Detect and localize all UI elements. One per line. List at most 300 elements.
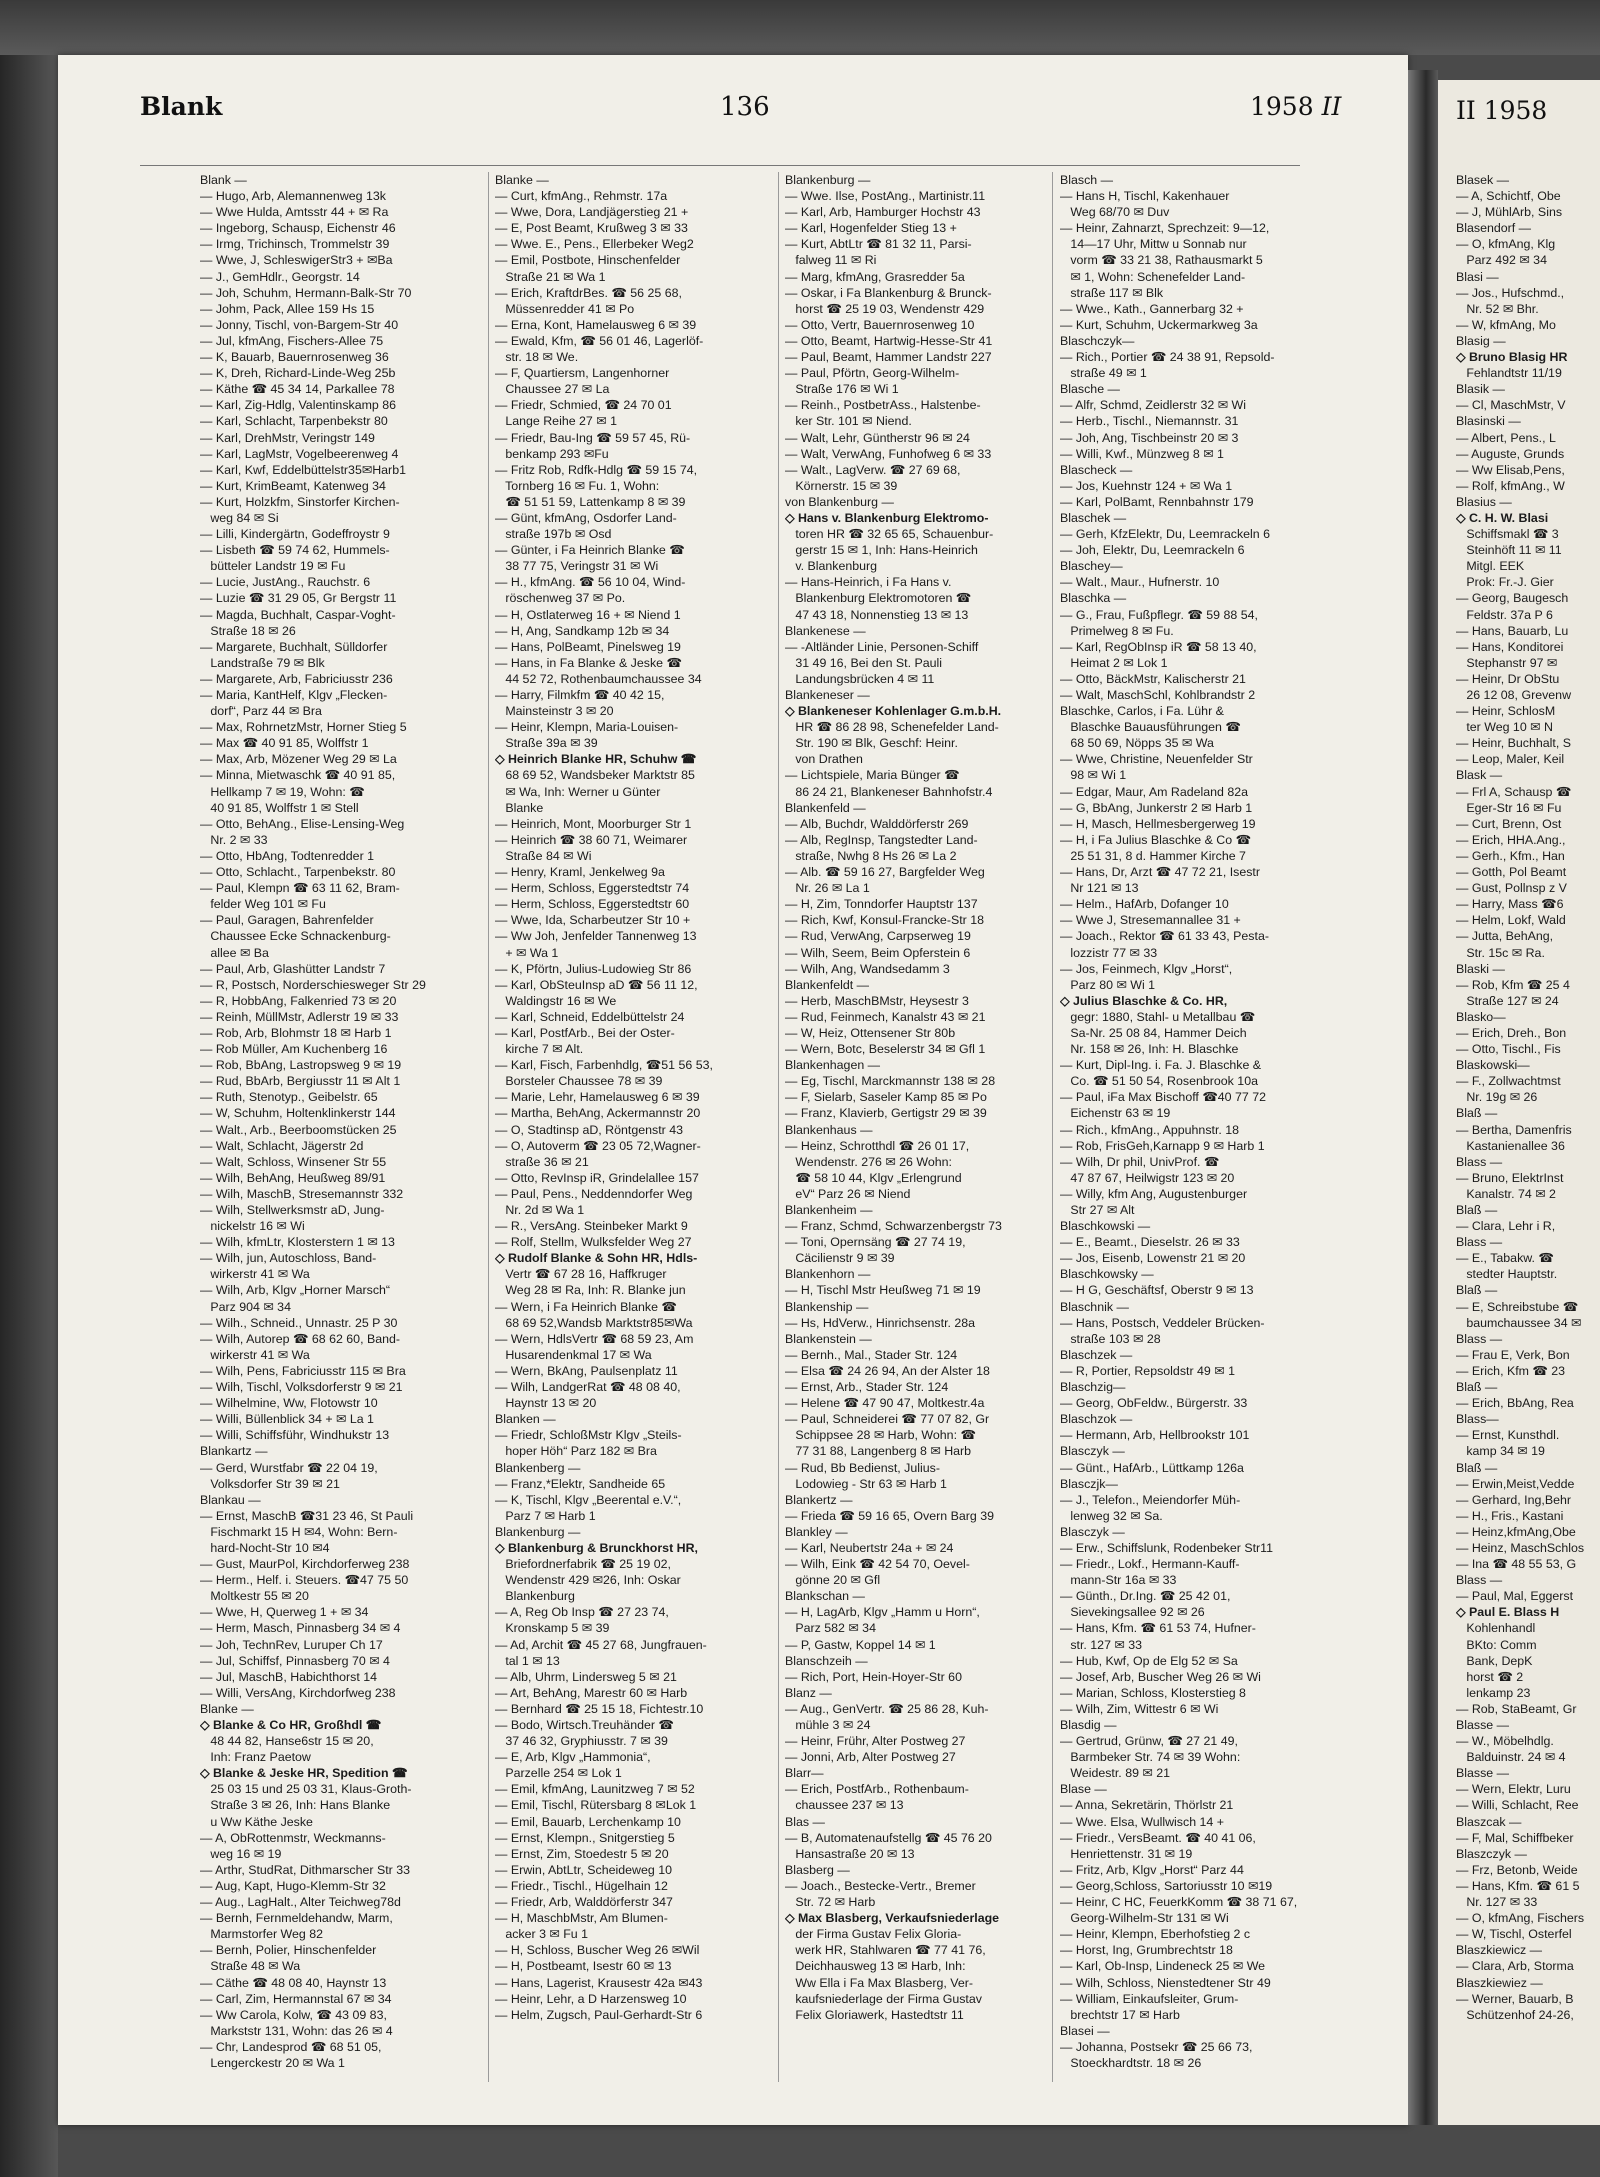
directory-entry: ☎ 51 51 59, Lattenkamp 8 ✉ 39 xyxy=(495,494,686,509)
directory-entry: — Willi, Schiffsführ, Windhukstr 13 xyxy=(200,1428,390,1443)
directory-entry: Georg-Wilhelm-Str 131 ✉ Wi xyxy=(1060,1911,1229,1926)
surname-heading: Blankau — xyxy=(200,1492,261,1507)
surname-heading: von Blankenburg — xyxy=(785,494,894,509)
directory-entry: Nr. 52 ✉ Bhr. xyxy=(1456,301,1539,316)
directory-entry: — Karl, Schneid, Eddelbüttelstr 24 xyxy=(495,1009,685,1024)
directory-entry: — Wwe, H, Querweg 1 + ✉ 34 xyxy=(200,1605,369,1620)
directory-entry: 38 77 75, Veringstr 31 ✉ Wi xyxy=(495,559,659,574)
directory-entry: — Bruno, ElektrInst xyxy=(1456,1170,1564,1185)
directory-entry: — Hans, Kfm. ☎ 61 53 74, Hufner- xyxy=(1060,1621,1256,1636)
directory-entry: — Emil, Bauarb, Lerchenkamp 10 xyxy=(495,1814,681,1829)
directory-entry: — Hans, in Fa Blanke & Jeske ☎ xyxy=(495,655,682,670)
directory-entry: ✉ Wa, Inh: Werner u Günter xyxy=(495,784,661,799)
directory-entry: Parz 582 ✉ 34 xyxy=(785,1621,876,1636)
directory-entry: — Friedr, Bau-Ing ☎ 59 57 45, Rü- xyxy=(495,430,691,445)
surname-heading: Blankeneser — xyxy=(785,688,870,702)
surname-heading: Blankschan — xyxy=(785,1589,865,1604)
directory-entry: Nr 121 ✉ 13 xyxy=(1060,881,1139,896)
directory-entry: Eger-Str 16 ✉ Fu xyxy=(1456,800,1562,815)
facing-page-head: II 1958 xyxy=(1456,96,1548,125)
directory-entry: — Hans, Bauarb, Lu xyxy=(1456,623,1569,638)
directory-entry: — Paul, Garagen, Bahrenfelder xyxy=(200,913,374,928)
directory-entry: Henriettenstr. 31 ✉ 19 xyxy=(1060,1846,1193,1861)
directory-entry: — Wilh, kfmLtr, Klosterstern 1 ✉ 13 xyxy=(200,1235,395,1250)
directory-entry: — William, Einkaufsleiter, Grum- xyxy=(1060,1991,1239,2006)
header-rule xyxy=(140,165,1300,166)
directory-entry: — J., Telefon., Meiendorfer Müh- xyxy=(1060,1492,1241,1507)
directory-entry: — Erich, KraftdrBes. ☎ 56 25 68, xyxy=(495,285,682,300)
surname-heading: Blankley — xyxy=(785,1524,848,1539)
facing-page xyxy=(1438,80,1600,2125)
directory-entry: — Heinr, Frühr, Alter Postweg 27 xyxy=(785,1734,966,1749)
entries-column-2 xyxy=(495,172,773,2092)
directory-entry: Nr. 2d ✉ Wa 1 xyxy=(495,1203,585,1217)
directory-entry: — Joh, TechnRev, Luruper Ch 17 xyxy=(200,1637,383,1652)
directory-entry: — Hans H, Tischl, Kakenhauer xyxy=(1060,189,1230,204)
directory-entry: Parz 904 ✉ 34 xyxy=(200,1299,291,1314)
directory-entry: Weidestr. 89 ✉ 21 xyxy=(1060,1766,1171,1781)
directory-entry: 14—17 Uhr, Mittw u Sonnab nur xyxy=(1060,237,1247,252)
directory-entry: — Herb, MaschBMstr, Heysestr 3 xyxy=(785,993,969,1008)
surname-heading: Blanken — xyxy=(495,1412,556,1427)
directory-entry: — Wilh, Arb, Klgv „Horner Marsch“ xyxy=(200,1283,391,1298)
directory-entry: + ✉ Wa 1 xyxy=(495,945,559,960)
directory-entry: baumchaussee 34 ✉ xyxy=(1456,1315,1582,1330)
directory-entry: — Marie, Lehr, Hamelausweg 6 ✉ 39 xyxy=(495,1090,700,1105)
directory-entry: — Herm, Schloss, Eggerstedtstr 60 xyxy=(495,897,690,912)
directory-entry: — Fritz, Arb, Klgv „Horst“ Parz 44 xyxy=(1060,1862,1244,1877)
directory-entry: — Clara, Lehr i R, xyxy=(1456,1219,1556,1234)
directory-entry: — Wwe, J, SchleswigerStr3 + ✉Ba xyxy=(200,253,393,268)
directory-entry: — O, kfmAng, Klg xyxy=(1456,237,1556,252)
directory-entry: Barmbeker Str. 74 ✉ 39 Wohn: xyxy=(1060,1750,1241,1765)
directory-entry: tal 1 ✉ 13 xyxy=(495,1653,560,1668)
directory-entry: — Joh, Elektr, Du, Leemrackeln 6 xyxy=(1060,543,1245,558)
surname-heading: Blass— xyxy=(1456,1412,1499,1427)
directory-entry: — K, Tischl, Klgv „Beerental e.V.“, xyxy=(495,1492,682,1507)
directory-entry: — Johm, Pack, Allee 159 Hs 15 xyxy=(200,301,375,316)
directory-entry: — Hans, Konditorei xyxy=(1456,639,1564,654)
directory-entry: Straße 3 ✉ 26, Inh: Hans Blanke xyxy=(200,1798,391,1813)
directory-entry: — Lilli, Kindergärtn, Godeffroystr 9 xyxy=(200,527,390,542)
surname-heading: Blasche — xyxy=(1060,382,1120,397)
directory-entry: — Kurt, Schuhm, Uckermarkweg 3a xyxy=(1060,317,1258,332)
directory-entry: — W., Möbelhdlg. xyxy=(1456,1734,1554,1749)
directory-entry: — Wwe. Ilse, PostAng., Martinistr.11 xyxy=(785,189,986,204)
directory-entry: — Willi, Kwf., Münzweg 8 ✉ 1 xyxy=(1060,446,1224,461)
directory-entry: — Jul, MaschB, Habichthorst 14 xyxy=(200,1669,377,1684)
directory-entry: Kastanienallee 36 xyxy=(1456,1138,1565,1153)
directory-entry: — Hans, Postsch, Veddeler Brücken- xyxy=(1060,1315,1265,1330)
directory-entry: — Joh, Schuhm, Hermann-Balk-Str 70 xyxy=(200,285,412,300)
directory-entry: Straße 18 ✉ 26 xyxy=(200,623,296,638)
entries-column-4 xyxy=(1060,172,1338,2092)
directory-entry: — Curt, kfmAng., Rehmstr. 17a xyxy=(495,189,668,204)
directory-entry: — W, kfmAng, Mo xyxy=(1456,317,1556,332)
directory-entry: Mainsteinstr 3 ✉ 20 xyxy=(495,704,614,719)
directory-entry: — Josef, Arb, Buscher Weg 26 ✉ Wi xyxy=(1060,1669,1261,1684)
directory-entry: gegr: 1880, Stahl- u Metallbau ☎ xyxy=(1060,1009,1256,1024)
directory-entry: horst ☎ 2 xyxy=(1456,1669,1524,1684)
directory-entry: — Alb, RegInsp, Tangstedter Land- xyxy=(785,832,978,847)
directory-entry: Nr. 127 ✉ 33 xyxy=(1456,1895,1538,1910)
directory-entry: — Heinr, Lehr, a D Harzensweg 10 xyxy=(495,1991,687,2006)
directory-entry: — Kurt, Dipl-Ing. i. Fa. J. Blaschke & xyxy=(1060,1058,1262,1073)
directory-entry: — Otto, Beamt, Hartwig-Hesse-Str 41 xyxy=(785,333,993,348)
directory-entry: — Wilh, MaschB, Stresemannstr 332 xyxy=(200,1186,404,1201)
surname-heading: Blaschnik — xyxy=(1060,1299,1129,1314)
directory-entry: u Ww Käthe Jeske xyxy=(200,1814,313,1829)
directory-entry: toren HR ☎ 32 65 65, Schauenbur- xyxy=(785,527,994,542)
directory-entry: — Kurt, Holzkfm, Sinstorfer Kirchen- xyxy=(200,494,400,509)
directory-entry: — Gerh., Kfm., Han xyxy=(1456,848,1565,863)
directory-entry: 68 69 52,Wandsb Marktstr85✉Wa xyxy=(495,1315,693,1330)
directory-entry: — Auguste, Grunds xyxy=(1456,446,1565,461)
running-head-keyword: Blank xyxy=(140,92,223,121)
directory-entry: — Joh, Ang, Tischbeinstr 20 ✉ 3 xyxy=(1060,430,1239,445)
directory-entry: — Hans, Lagerist, Krausestr 42a ✉43 xyxy=(495,1975,703,1990)
directory-entry: Waldingstr 16 ✉ We xyxy=(495,993,617,1008)
directory-entry: lenweg 32 ✉ Sa. xyxy=(1060,1508,1163,1523)
directory-entry: — Herb., Tischl., Niemannstr. 31 xyxy=(1060,414,1239,429)
directory-entry: — J, MühlArb, Sins xyxy=(1456,205,1563,220)
directory-entry: — Georg, ObFeldw., Bürgerstr. 33 xyxy=(1060,1396,1248,1411)
surname-heading: Blankenese — xyxy=(785,623,866,638)
directory-entry: — Emil, Tischl, Rütersbarg 8 ✉Lok 1 xyxy=(495,1798,697,1813)
directory-entry: — Ewald, Kfm, ☎ 56 01 46, Lagerlöf- xyxy=(495,333,704,348)
directory-entry: — Bernh, Polier, Hinschenfelder xyxy=(200,1943,377,1958)
surname-heading: Blasei — xyxy=(1060,2023,1110,2038)
directory-entry: — E., Beamt., Dieselstr. 26 ✉ 33 xyxy=(1060,1235,1240,1250)
directory-entry: felder Weg 101 ✉ Fu xyxy=(200,897,326,912)
directory-entry: gönne 20 ✉ Gfl xyxy=(785,1573,881,1588)
directory-entry: kamp 34 ✉ 19 xyxy=(1456,1444,1545,1459)
directory-entry: — Friedr, Arb, Walddörferstr 347 xyxy=(495,1895,673,1910)
directory-entry: — Gust, Pollnsp z V xyxy=(1456,881,1567,896)
surname-heading: Blaschkowsky — xyxy=(1060,1267,1154,1282)
directory-entry: — Erich, HHA.Ang., xyxy=(1456,832,1566,847)
directory-entry: — Wilh, Seem, Beim Opferstein 6 xyxy=(785,945,971,960)
directory-entry: — Walt., Arb., Beerboomstücken 25 xyxy=(200,1122,397,1137)
directory-entry: Wendenstr 429 ✉26, Inh: Oskar xyxy=(495,1573,681,1588)
directory-entry: mann-Str 16a ✉ 33 xyxy=(1060,1573,1177,1588)
directory-entry: — Friedr., Tischl., Hügelhain 12 xyxy=(495,1878,668,1893)
directory-entry: Weg 68/70 ✉ Duv xyxy=(1060,205,1170,220)
surname-heading: Blaß — xyxy=(1456,1203,1498,1217)
directory-entry: — Ernst, Kunsthdl. xyxy=(1456,1428,1560,1443)
directory-entry: Straße 176 ✉ Wi 1 xyxy=(785,382,899,397)
surname-heading: Blascheck — xyxy=(1060,462,1133,477)
directory-entry: — Rob, StaBeamt, Gr xyxy=(1456,1701,1577,1716)
directory-entry: 25 03 15 und 25 03 31, Klaus-Groth- xyxy=(200,1782,412,1797)
directory-entry: wirkerstr 41 ✉ Wa xyxy=(200,1347,310,1362)
directory-entry: Parz 492 ✉ 34 xyxy=(1456,253,1547,268)
directory-entry: — H., kfmAng. ☎ 56 10 04, Wind- xyxy=(495,575,686,590)
directory-entry: ter Weg 10 ✉ N xyxy=(1456,720,1553,735)
directory-entry: — Jonni, Arb, Alter Postweg 27 xyxy=(785,1750,956,1765)
directory-entry: — Karl, Ob-Insp, Lindeneck 25 ✉ We xyxy=(1060,1959,1266,1974)
directory-entry: — Heinz,kfmAng,Obe xyxy=(1456,1524,1576,1539)
directory-entry: — Heinz, Schrotthdl ☎ 26 01 17, xyxy=(785,1138,970,1153)
surname-heading: Blasczjk— xyxy=(1060,1476,1118,1491)
directory-entry: — Paul, Beamt, Hammer Landstr 227 xyxy=(785,350,992,365)
surname-heading: Blaß — xyxy=(1456,1460,1498,1475)
directory-entry: — Gertrud, Grünw, ☎ 27 21 49, xyxy=(1060,1734,1238,1749)
directory-entry: — Albert, Pens., L xyxy=(1456,430,1556,445)
directory-entry: — Wwe J, Stresemannallee 31 + xyxy=(1060,913,1241,928)
volume-label: II xyxy=(1321,92,1342,121)
directory-entry: — Wilh, LandgerRat ☎ 48 08 40, xyxy=(495,1380,681,1395)
directory-entry: Ww Ella i Fa Max Blasberg, Ver- xyxy=(785,1975,973,1990)
directory-entry: — Alb. ☎ 59 16 27, Bargfelder Weg xyxy=(785,865,985,880)
directory-entry: — Heinr, Buchhalt, S xyxy=(1456,736,1572,751)
directory-entry: — Rich, Kwf, Konsul-Francke-Str 18 xyxy=(785,913,985,928)
directory-entry: — Wern, HdlsVertr ☎ 68 59 23, Am xyxy=(495,1331,694,1346)
directory-entry: — Karl, Zig-Hdlg, Valentinskamp 86 xyxy=(200,398,397,413)
directory-entry: — H, MaschbMstr, Am Blumen- xyxy=(495,1911,668,1926)
surname-heading: Blasinski — xyxy=(1456,414,1521,429)
directory-entry: — Harry, Mass ☎6 xyxy=(1456,897,1564,912)
directory-entry: — Karl, PostfArb., Bei der Oster- xyxy=(495,1025,675,1040)
directory-entry: Körnerstr. 15 ✉ 39 xyxy=(785,478,898,493)
surname-heading: Blankenburg — xyxy=(785,173,871,187)
directory-entry: — A, ObRottenmstr, Weckmanns- xyxy=(200,1830,386,1845)
directory-entry: Felix Gloriawerk, Hastedtstr 11 xyxy=(785,2007,964,2022)
directory-entry: ◇ Heinrich Blanke HR, Schuhw ☎ xyxy=(495,752,697,767)
surname-heading: Blasko— xyxy=(1456,1009,1506,1024)
directory-entry: — Karl, Kwf, Eddelbüttelstr35✉Harb1 xyxy=(200,462,406,477)
directory-entry: — Rob, Arb, Blohmstr 18 ✉ Harb 1 xyxy=(200,1025,392,1040)
directory-entry: — Wilh, Eink ☎ 42 54 70, Oevel- xyxy=(785,1557,970,1572)
directory-entry: Blaschke Bauausführungen ☎ xyxy=(1060,720,1241,735)
directory-entry: 68 69 52, Wandsbeker Marktstr 85 xyxy=(495,768,695,783)
directory-entry: — J., GemHdlr., Georgstr. 14 xyxy=(200,269,360,284)
surname-heading: Blankenhorn — xyxy=(785,1267,871,1282)
directory-entry: — Wwe, Christine, Neuenfelder Str xyxy=(1060,752,1253,767)
directory-entry: — Hub, Kwf, Op de Elg 52 ✉ Sa xyxy=(1060,1653,1238,1668)
directory-entry: weg 16 ✉ 19 xyxy=(200,1846,282,1861)
directory-entry: — F., Zollwachtmst xyxy=(1456,1074,1561,1089)
directory-entry: — Magda, Buchhalt, Caspar-Voght- xyxy=(200,607,396,622)
directory-entry: — Karl, DrehMstr, Veringstr 149 xyxy=(200,430,375,445)
directory-entry: ◇ Paul E. Blass H xyxy=(1456,1605,1560,1620)
directory-entry: Deichhausweg 13 ✉ Harb, Inh: xyxy=(785,1959,966,1974)
surname-heading: Blass — xyxy=(1456,1331,1503,1346)
directory-entry: — Helene ☎ 47 90 47, Moltkestr.4a xyxy=(785,1396,985,1411)
directory-entry: — Ww Joh, Jenfelder Tannenweg 13 xyxy=(495,929,697,944)
directory-entry: — Rud, Bb Bedienst, Julius- xyxy=(785,1460,940,1475)
directory-entry: — Willy, kfm Ang, Augustenburger xyxy=(1060,1186,1248,1201)
directory-entry: acker 3 ✉ Fu 1 xyxy=(495,1927,589,1942)
directory-entry: — Erw., Schiffslunk, Rodenbeker Str11 xyxy=(1060,1540,1274,1555)
directory-entry: — Heinr, SchlosM xyxy=(1456,704,1556,719)
directory-entry: — F, Quartiersm, Langenhorner xyxy=(495,366,670,381)
directory-entry: — Cl, MaschMstr, V xyxy=(1456,398,1566,413)
directory-entry: ◇ Hans v. Blankenburg Elektromo- xyxy=(785,510,989,525)
directory-entry: allee ✉ Ba xyxy=(200,945,269,960)
directory-entry: — Wilh, Zim, Wittestr 6 ✉ Wi xyxy=(1060,1701,1219,1716)
directory-entry: — Wilh, Stellwerksmstr aD, Jung- xyxy=(200,1203,385,1217)
directory-entry: Cäcilienstr 9 ✉ 39 xyxy=(785,1251,895,1266)
directory-entry: Stoeckhardtstr. 18 ✉ 26 xyxy=(1060,2055,1202,2070)
directory-entry: ✉ 1, Wohn: Schenefelder Land- xyxy=(1060,269,1246,284)
directory-entry: — Gerd, Wurstfabr ☎ 22 04 19, xyxy=(200,1460,378,1475)
directory-entry: — Rud, VerwAng, Carpserweg 19 xyxy=(785,929,971,944)
directory-entry: — Gerhard, Ing,Behr xyxy=(1456,1492,1572,1507)
directory-entry: — Walt, Schloss, Winsener Str 55 xyxy=(200,1154,387,1169)
directory-entry: — Clara, Arb, Storma xyxy=(1456,1959,1574,1974)
directory-entry: — O, Autoverm ☎ 23 05 72,Wagner- xyxy=(495,1138,701,1153)
directory-entry: ◇ Max Blasberg, Verkaufsniederlage xyxy=(785,1911,1000,1926)
directory-entry: weg 84 ✉ Si xyxy=(200,510,279,525)
directory-entry: — Jutta, BehAng, xyxy=(1456,929,1554,944)
directory-entry: 26 12 08, Grevenw xyxy=(1456,688,1572,702)
surname-heading: Blankenhaus — xyxy=(785,1122,873,1137)
directory-entry: — Karl, Hogenfelder Stieg 13 + xyxy=(785,221,957,236)
directory-entry: — Bertha, Damenfris xyxy=(1456,1122,1572,1137)
directory-entry: — Franz, Schmd, Schwarzenbergstr 73 xyxy=(785,1219,1002,1234)
directory-entry: Parz 80 ✉ Wi 1 xyxy=(1060,977,1156,992)
directory-entry: Bank, DepK xyxy=(1456,1653,1533,1668)
directory-entry: von Drathen xyxy=(785,752,863,767)
directory-entry: Husarendenkmal 17 ✉ Wa xyxy=(495,1347,652,1362)
directory-entry: — Harry, Filmkfm ☎ 40 42 15, xyxy=(495,688,665,702)
directory-entry: kirche 7 ✉ Alt. xyxy=(495,1042,584,1057)
directory-entry: — Wwe., Kath., Gannerbarg 32 + xyxy=(1060,301,1244,316)
surname-heading: Blasig — xyxy=(1456,333,1506,348)
surname-heading: Blaschey— xyxy=(1060,559,1123,574)
directory-entry: — E, Arb, Klgv „Hammonia“, xyxy=(495,1750,651,1765)
directory-entry: — W, Schuhm, Holtenklinkerstr 144 xyxy=(200,1106,396,1121)
directory-entry: Landungsbrücken 4 ✉ 11 xyxy=(785,671,935,686)
surname-heading: Blaskowski— xyxy=(1456,1058,1530,1073)
directory-entry: ◇ Julius Blaschke & Co. HR, xyxy=(1060,993,1228,1008)
directory-entry: Nr. 19g ✉ 26 xyxy=(1456,1090,1538,1105)
directory-entry: — Ina ☎ 48 55 53, G xyxy=(1456,1557,1577,1572)
directory-entry: — Hans-Heinrich, i Fa Hans v. xyxy=(785,575,952,590)
directory-entry: — Wilh., Schneid., Unnastr. 25 P 30 xyxy=(200,1315,398,1330)
directory-entry: Schippsee 28 ✉ Harb, Wohn: ☎ xyxy=(785,1428,976,1443)
directory-entry: — Lichtspiele, Maria Bünger ☎ xyxy=(785,768,960,783)
surname-heading: Blaß — xyxy=(1456,1106,1498,1121)
directory-entry: Str 27 ✉ Alt xyxy=(1060,1203,1135,1217)
directory-entry: Haynstr 13 ✉ 20 xyxy=(495,1396,597,1411)
directory-entry: — Otto, HbAng, Todtenredder 1 xyxy=(200,848,375,863)
directory-entry: — Bernh, Fernmeldehandw, Marm, xyxy=(200,1911,393,1926)
directory-entry: — Rolf, kfmAng., W xyxy=(1456,478,1565,493)
directory-entry: — Hans, PolBeamt, Pinelsweg 19 xyxy=(495,639,681,654)
directory-entry: — Ernst, MaschB ☎31 23 46, St Pauli xyxy=(200,1508,414,1523)
directory-entry: — Erich, Kfm ☎ 23 xyxy=(1456,1363,1566,1378)
directory-entry: BKto: Comm xyxy=(1456,1637,1537,1652)
directory-entry: der Firma Gustav Felix Gloria- xyxy=(785,1927,962,1942)
directory-entry: straße 117 ✉ Blk xyxy=(1060,285,1164,300)
directory-entry: — Karl, Arb, Hamburger Hochstr 43 xyxy=(785,205,981,220)
directory-entry: — Wern, i Fa Heinrich Blanke ☎ xyxy=(495,1299,677,1314)
directory-entry: Chaussee Ecke Schnackenburg- xyxy=(200,929,391,944)
directory-entry: 31 49 16, Bei den St. Pauli xyxy=(785,655,943,670)
directory-entry: dorf“, Parz 44 ✉ Bra xyxy=(200,704,322,719)
entries-column-3 xyxy=(785,172,1063,2092)
directory-entry: — H., Fris., Kastani xyxy=(1456,1508,1564,1523)
surname-heading: Blase — xyxy=(1060,1782,1107,1797)
directory-entry: eV“ Parz 26 ✉ Niend xyxy=(785,1186,911,1201)
directory-entry: — Wwe. Elsa, Wullwisch 14 + xyxy=(1060,1814,1224,1829)
directory-entry: — Paul, Mal, Eggerst xyxy=(1456,1589,1574,1604)
directory-entry: — Otto, RevInsp iR, Grindelallee 157 xyxy=(495,1170,699,1185)
directory-entry: — Otto, BehAng., Elise-Lensing-Weg xyxy=(200,816,405,831)
directory-entry: — Heinr, Klempn, Maria-Louisen- xyxy=(495,720,679,735)
directory-entry: Chaussee 27 ✉ La xyxy=(495,382,610,397)
directory-entry: — Karl, Fisch, Farbenhdlg, ☎51 56 53, xyxy=(495,1058,713,1073)
surname-heading: Blankenfeldt — xyxy=(785,977,870,992)
directory-entry: — G., Frau, Fußpflegr. ☎ 59 88 54, xyxy=(1060,607,1258,622)
directory-entry: straße 36 ✉ 21 xyxy=(495,1154,589,1169)
directory-entry: — Otto, Vertr, Bauernrosenweg 10 xyxy=(785,317,975,332)
directory-entry: — Günter, i Fa Heinrich Blanke ☎ xyxy=(495,543,685,558)
directory-entry: — Willi, Büllenblick 34 + ✉ La 1 xyxy=(200,1412,374,1427)
column-divider xyxy=(778,172,779,2082)
surname-heading: Blaschzig— xyxy=(1060,1380,1126,1395)
directory-entry: — Alb, Uhrm, Lindersweg 5 ✉ 21 xyxy=(495,1669,677,1684)
surname-heading: Blaschzok — xyxy=(1060,1412,1133,1427)
directory-entry: — Wern, Botc, Beselerstr 34 ✉ Gfl 1 xyxy=(785,1042,986,1057)
surname-heading: Blanz — xyxy=(785,1685,832,1700)
directory-entry: — Rud, BbArb, Bergiusstr 11 ✉ Alt 1 xyxy=(200,1074,401,1089)
directory-entry: — Wern, BkAng, Paulsenplatz 11 xyxy=(495,1363,678,1378)
directory-entry: — Walt, VerwAng, Funhofweg 6 ✉ 33 xyxy=(785,446,992,461)
surname-heading: Blaszkiewiez — xyxy=(1456,1975,1543,1990)
directory-entry: — Bernh., Mal., Stader Str. 124 xyxy=(785,1347,958,1362)
directory-entry: — Hugo, Arb, Alemannenweg 13k xyxy=(200,189,386,204)
directory-entry: Blankenburg xyxy=(495,1589,575,1604)
directory-entry: nickelstr 16 ✉ Wi xyxy=(200,1219,305,1234)
directory-entry: — R, Portier, Repsoldstr 49 ✉ 1 xyxy=(1060,1363,1235,1378)
directory-entry: Straße 127 ✉ 24 xyxy=(1456,993,1559,1008)
running-head-year xyxy=(1250,92,1341,132)
directory-entry: lozzistr 77 ✉ 33 xyxy=(1060,945,1158,960)
directory-entry: 86 24 21, Blankeneser Bahnhofstr.4 xyxy=(785,784,993,799)
directory-entry: — Otto, Schlacht., Tarpenbekstr. 80 xyxy=(200,865,396,880)
directory-entry: — Paul, Schneiderei ☎ 77 07 82, Gr xyxy=(785,1412,990,1427)
directory-entry: Weg 28 ✉ Ra, Inh: R. Blanke jun xyxy=(495,1283,686,1298)
directory-entry: Balduinstr. 24 ✉ 4 xyxy=(1456,1750,1566,1765)
directory-entry: — Fritz Rob, Rdfk-Hdlg ☎ 59 15 74, xyxy=(495,462,698,477)
directory-entry: — Toni, Opernsäng ☎ 27 74 19, xyxy=(785,1235,966,1250)
directory-entry: — Leop, Maler, Keil xyxy=(1456,752,1565,767)
directory-entry: — Kurt, KrimBeamt, Katenweg 34 xyxy=(200,478,386,493)
directory-entry: — Wwe, Ida, Scharbeutzer Str 10 + xyxy=(495,913,691,928)
directory-entry: Co. ☎ 51 50 54, Rosenbrook 10a xyxy=(1060,1074,1258,1089)
directory-entry: — Erna, Kont, Hamelausweg 6 ✉ 39 xyxy=(495,317,697,332)
surname-heading: Blaschke, Carlos, i Fa. Lühr & xyxy=(1060,704,1224,719)
directory-entry: chaussee 237 ✉ 13 xyxy=(785,1798,904,1813)
directory-entry: Schiffsmakl ☎ 3 xyxy=(1456,527,1559,542)
directory-entry: — Ruth, Stenotyp., Geibelstr. 65 xyxy=(200,1090,378,1105)
surname-heading: Blasek — xyxy=(1456,173,1510,187)
directory-entry: — Alb, Buchdr, Walddörferstr 269 xyxy=(785,816,969,831)
scan-border-left xyxy=(0,0,58,2177)
directory-entry: straße, Nwhg 8 Hs 26 ✉ La 2 xyxy=(785,848,957,863)
surname-heading: Blasczyk — xyxy=(1060,1444,1125,1459)
directory-entry: — Aug, Kapt, Hugo-Klemm-Str 32 xyxy=(200,1878,386,1893)
directory-entry: — Hs, HdVerw., Hinrichsenstr. 28a xyxy=(785,1315,976,1330)
directory-entry: — Oskar, i Fa Blankenburg & Brunck- xyxy=(785,285,992,300)
directory-entry: — Luzie ☎ 31 29 05, Gr Bergstr 11 xyxy=(200,591,397,606)
directory-entry: — E, Post Beamt, Krußweg 3 ✉ 33 xyxy=(495,221,688,236)
directory-entry: — Wern, Elektr, Luru xyxy=(1456,1782,1571,1797)
surname-heading: Blaszcak — xyxy=(1456,1814,1522,1829)
